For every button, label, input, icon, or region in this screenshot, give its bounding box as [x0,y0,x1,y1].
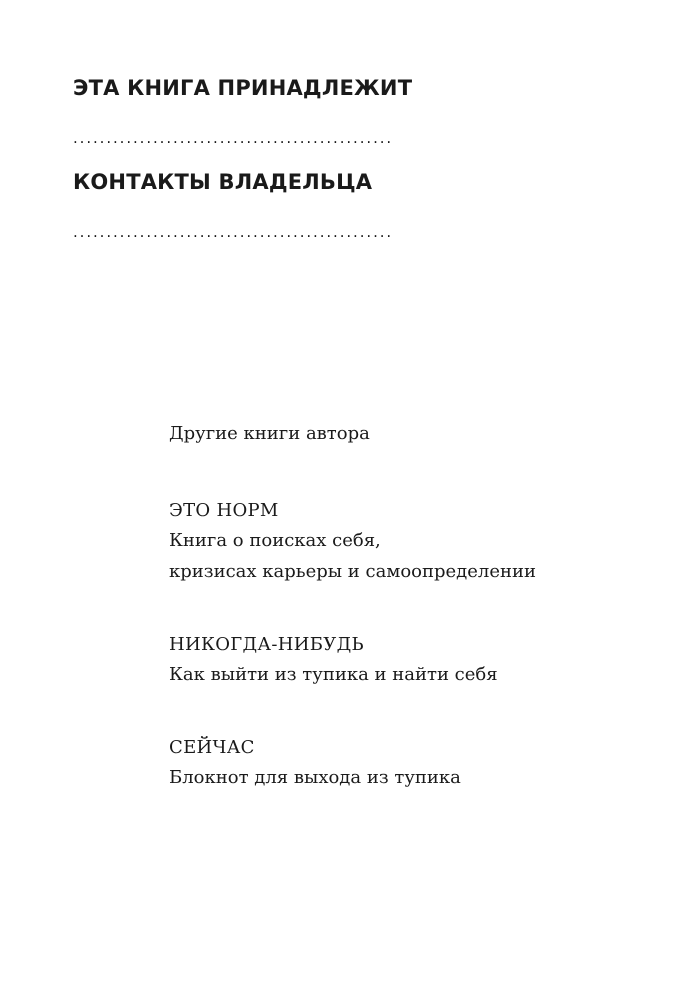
book-item [169,497,649,587]
contacts-heading: КОНТАКТЫ ВЛАДЕЛЬЦА [73,170,373,194]
book-title: ЭТО НОРМ [169,500,279,521]
book-description-line: Как выйти из тупика и найти себя [169,664,498,685]
owner-name-dotted-line: ................................................ [73,129,394,147]
book-description-line: Блокнот для выхода из тупика [169,767,461,788]
book-description-line: Книга о поисках себя, [169,530,381,551]
book-item [169,734,649,793]
spacer [73,198,453,222]
spacer [73,104,453,128]
book-item [169,631,649,690]
book-description-line: кризисах карьеры и самоопределении [169,561,536,582]
owner-contacts-dotted-line: ................................................ [73,223,394,241]
other-books-section [169,420,649,837]
book-title: СЕЙЧАС [169,737,255,758]
book-title: НИКОГДА-НИБУДЬ [169,634,364,655]
other-books-intro: Другие книги автора [169,423,370,444]
belongs-heading: ЭТА КНИГА ПРИНАДЛЕЖИТ [73,76,413,100]
spacer [73,148,453,166]
owner-block [73,72,453,242]
